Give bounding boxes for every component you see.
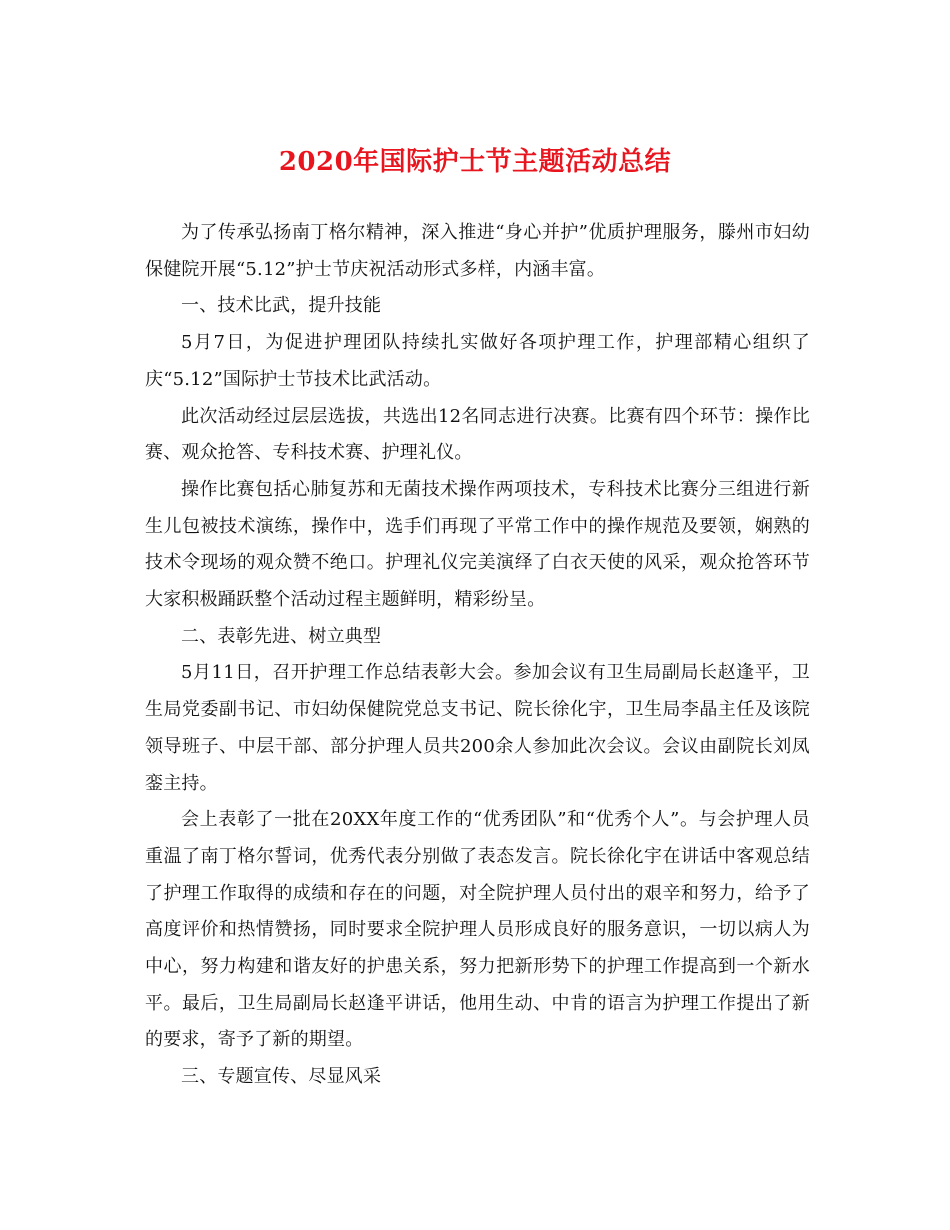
paragraph: 操作比赛包括心肺复苏和无菌技术操作两项技术，专科技术比赛分三组进行新生儿包被技术演练，操作中，选手们再现了平常工作中的操作规范及要领，娴熟的技术令现场的观众赞不绝口。护理礼仪完美演绎了白衣天使的风采，观众抢答环节大家积极踊跃整个活动过程主题鲜明，精彩纷呈。 xyxy=(145,478,810,611)
document-body xyxy=(145,215,810,1096)
paragraph: 会上表彰了一批在20XX年度工作的“优秀团队”和“优秀个人”。与会护理人员重温了南丁格尔誓词，优秀代表分别做了表态发言。院长徐化宇在讲话中客观总结了护理工作取得的成绩和存在的问题，对全院护理人员付出的艰辛和努力，给予了高度评价和热情赞扬，同时要求全院护理人员形成良好的服务意识，一切以病人为中心，努力构建和谐友好的护患关系，努力把新形势下的护理工作提高到一个新水平。最后，卫生局副局长赵逢平讲话，他用生动、中肯的语言为护理工作提出了新的要求，寄予了新的期望。 xyxy=(145,809,810,1051)
section-heading-2: 二、表彰先进、树立典型 xyxy=(181,625,382,647)
paragraph: 此次活动经过层层选拔，共选出12名同志进行决赛。比赛有四个环节：操作比赛、观众抢答、专科技术赛、护理礼仪。 xyxy=(145,405,810,464)
paragraph: 5月7日，为促进护理团队持续扎实做好各项护理工作，护理部精心组织了庆“5.12”国际护士节技术比武活动。 xyxy=(145,332,810,390)
section-heading-1: 一、技术比武，提升技能 xyxy=(181,295,382,317)
paragraph: 5月11日，召开护理工作总结表彰大会。参加会议有卫生局副局长赵逢平，卫生局党委副书记、市妇幼保健院党总支书记、院长徐化宇，卫生局李晶主任及该院领导班子、中层干部、部分护理人员共200余人参加此次会议。会议由副院长刘凤銮主持。 xyxy=(145,662,810,794)
paragraph-intro: 为了传承弘扬南丁格尔精神，深入推进“身心并护”优质护理服务，滕州市妇幼保健院开展“5.12”护士节庆祝活动形式多样，内涵丰富。 xyxy=(145,222,810,280)
document-title: 2020年国际护士节主题活动总结 xyxy=(278,147,672,177)
section-heading-3: 三、专题宣传、尽显风采 xyxy=(181,1066,382,1088)
